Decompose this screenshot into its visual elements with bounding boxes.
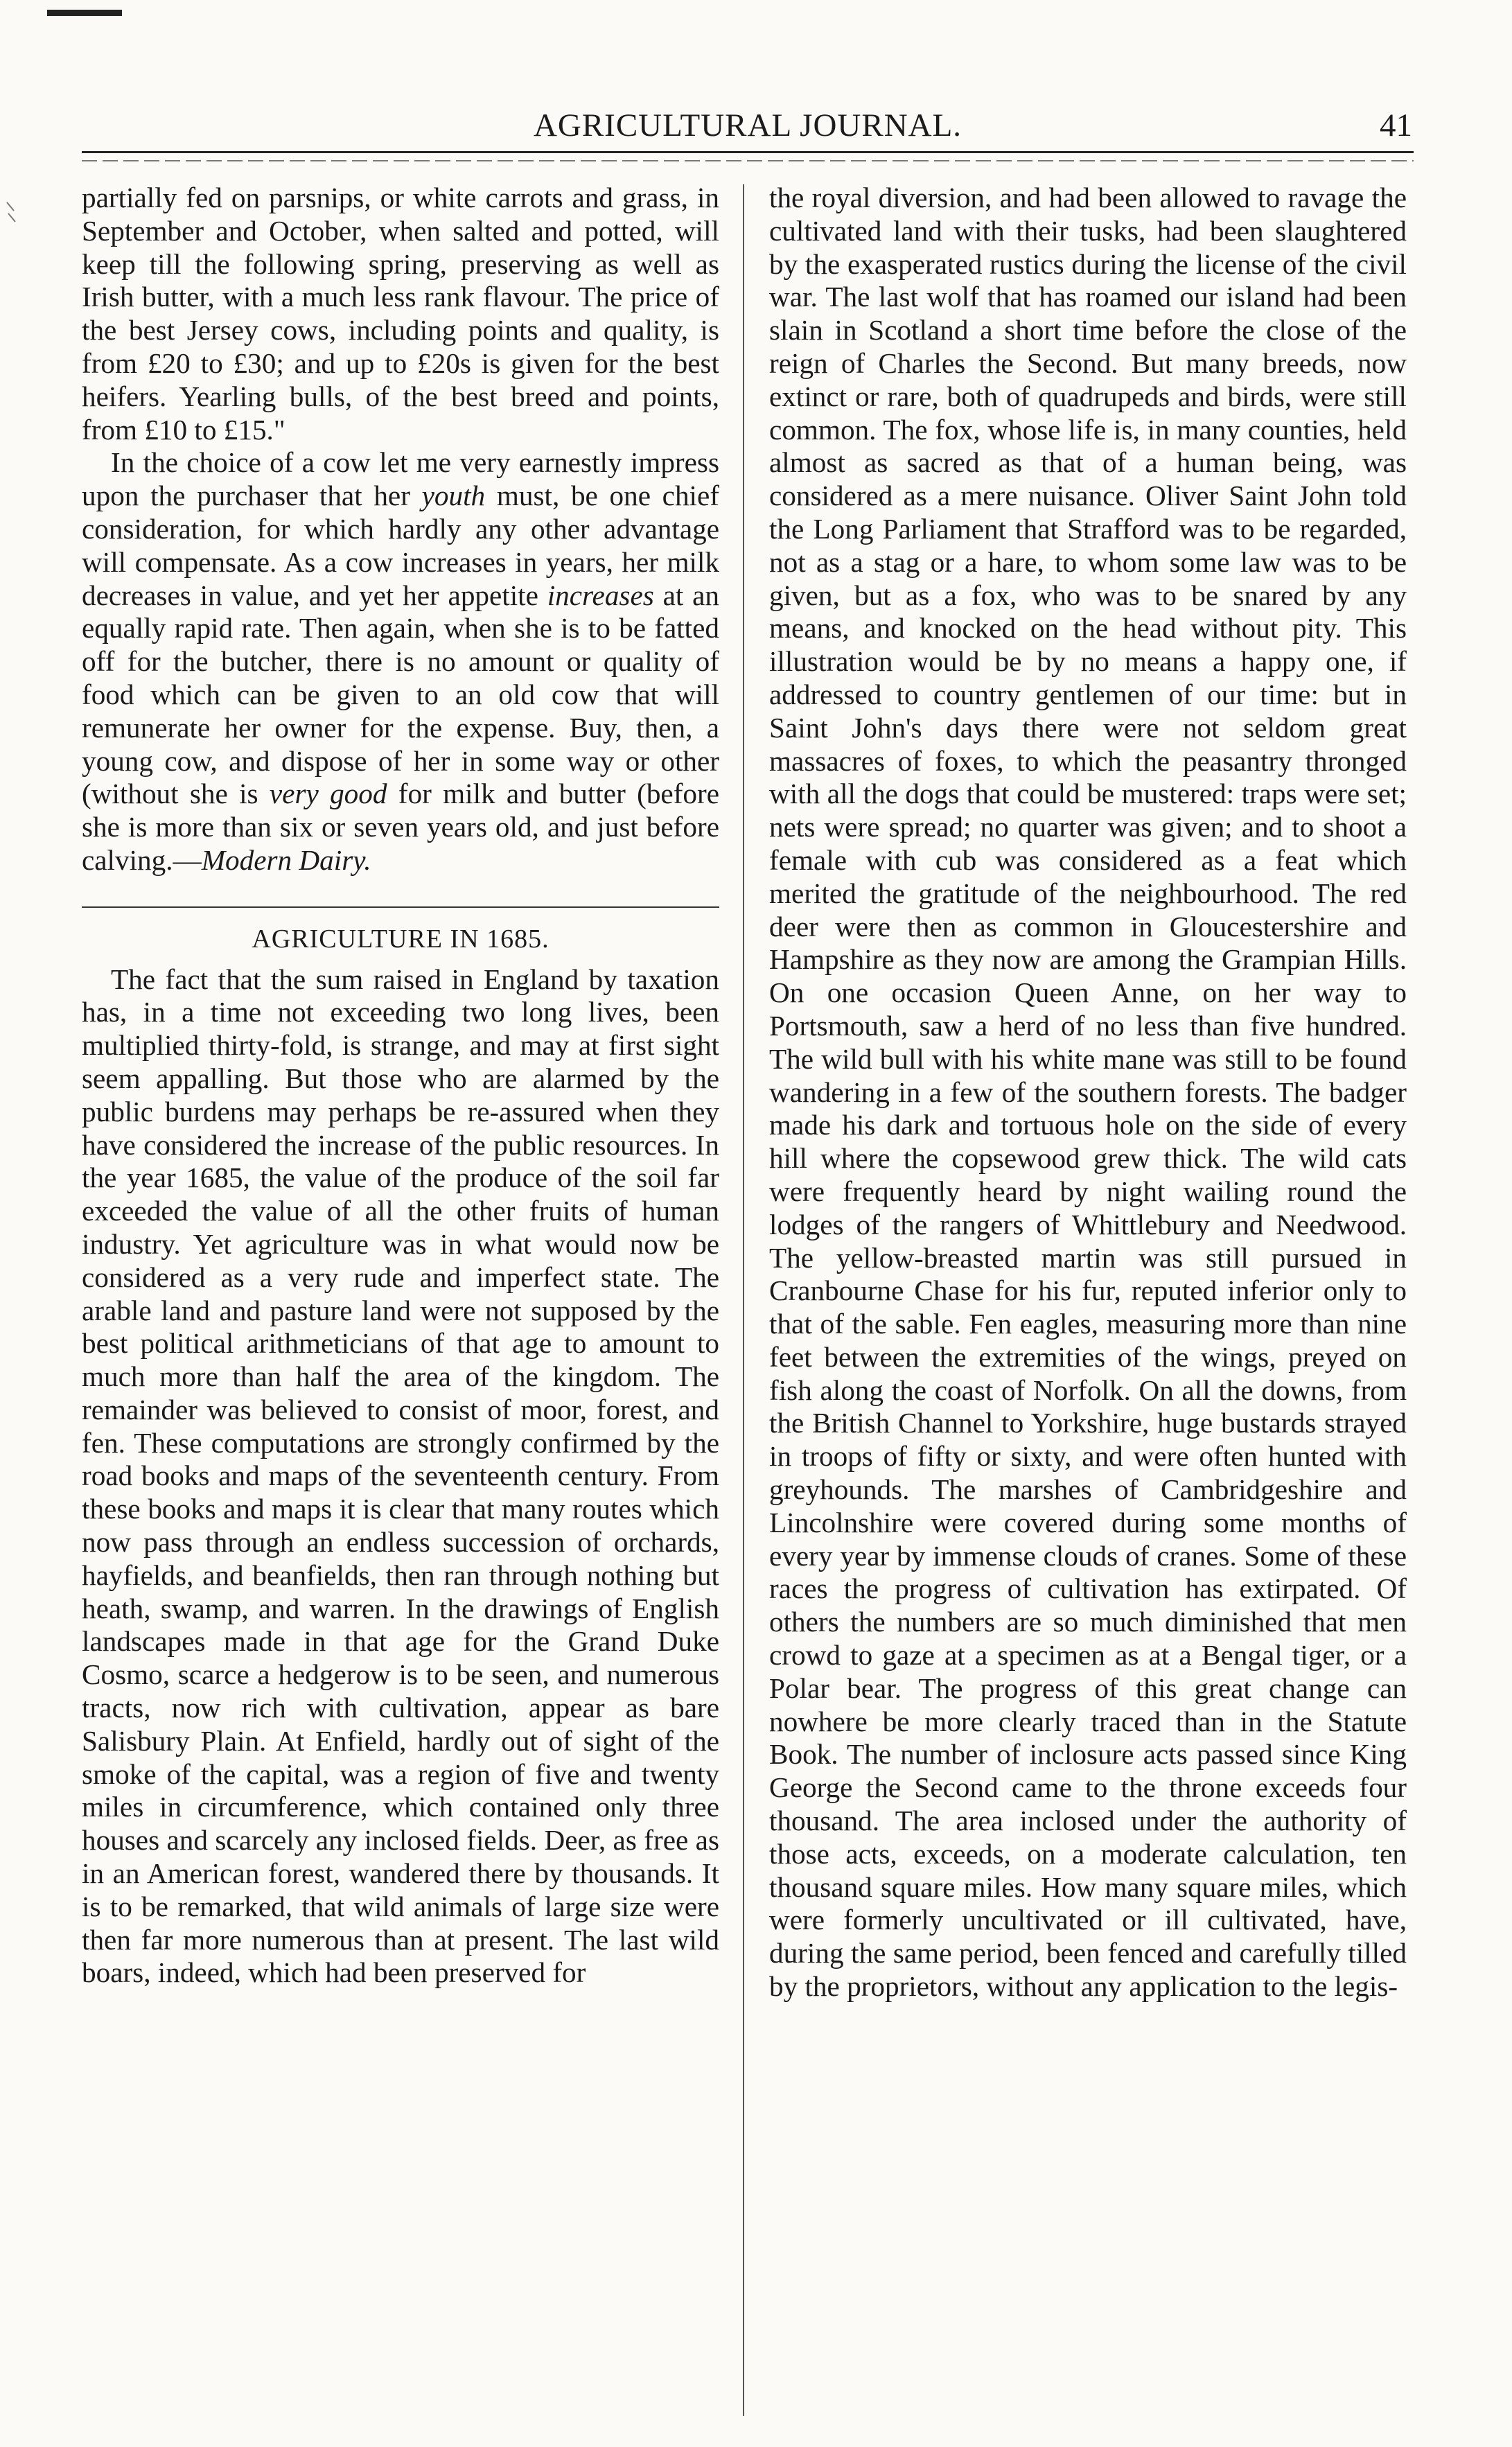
page-header	[82, 104, 1414, 153]
scan-edge-mark	[47, 10, 122, 16]
source-citation: Modern Dairy.	[201, 843, 371, 876]
article-body: The fact that the sum raised in England by taxation has, in a time not exceeding two long lives, been multiplied thirty-fold, is strange, and may at first sight seem appalling. But those who are alarmed by the public burdens may perhaps be re-assured when they have considered the increase of the public resources. In the year 1685, the value of the produce of the soil far exceeded the value of all the other fruits of human industry. Yet agriculture was in what would now be considered as a very rude and imperfect state. The arable land and pasture land were not supposed by the best political arithmeticians of that age to amount to much more than half the area of the kingdom. The remainder was believed to consist of moor, forest, and fen. These computations are strongly confirmed by the road books and maps of the seventeenth century. From these books and maps it is clear that many routes which now pass through an endless succession of orchards, hayfields, and beanfields, then ran through nothing but heath, swamp, and warren. In the drawings of English landscapes made in that age for the Grand Duke Cosmo, scarce a hedgerow is to be seen, and numerous tracts, now rich with cultivation, appear as bare Salisbury Plain. At Enfield, hardly out of sight of the smoke of the capital, was a region of five and twenty miles in circumference, which contained only three houses and scarcely any inclosed fields. Deer, as free as in an American forest, wandered there by thousands. It is to be remarked, that wild animals of large size were then far more numerous than at present. The last wild boars, indeed, which had been preserved for	[82, 963, 719, 1989]
text-run: for milk and butter (before she is more than six or seven years old, and just before calving.—	[82, 778, 719, 876]
text-run: In the choice of a cow let me very earnestly impress upon the purchaser that her	[82, 446, 719, 512]
emphasis-very-good: very good	[269, 778, 387, 810]
running-head: AGRICULTURAL JOURNAL.	[533, 107, 962, 143]
emphasis-increases: increases	[547, 579, 654, 611]
margin-tick-mark	[6, 201, 17, 226]
text-columns	[82, 182, 1414, 2419]
continued-paragraph: partially fed on parsnips, or white carrots and grass, in September and October, when salted and potted, will keep till the following spring, preserving as well as Irish butter, with a much less rank flavour. The price of the best Jersey cows, including points and quality, is from £20 to £30; and up to £20s is given for the best heifers. Yearling bulls, of the best breed and points, from £10 to £15."	[82, 182, 719, 446]
page-number: 41	[1380, 107, 1412, 143]
column-divider	[743, 184, 744, 2416]
text-run: at an equally rapid rate. Then again, when she is to be fatted off for the butcher, there is no amount or quality of food which can be given to an old cow that will remunerate her owner for the expense. Buy, then, a young cow, and dispose of her in some way or other (without she is	[82, 579, 719, 810]
cow-choice-paragraph	[82, 446, 719, 877]
journal-page	[82, 104, 1414, 2419]
section-divider	[82, 906, 719, 908]
header-rule	[82, 160, 1414, 161]
text-run: must, be one chief consideration, for which hardly any other advantage will compensate. As a cow increases in years, her milk decreases in value, and yet her appetite	[82, 480, 719, 611]
right-column	[769, 182, 1407, 2003]
article-title: AGRICULTURE IN 1685.	[252, 924, 550, 954]
emphasis-youth: youth	[421, 480, 486, 512]
left-column	[82, 182, 719, 1990]
article-continuation: the royal diversion, and had been allowed to ravage the cultivated land with their tusks, had been slaughtered by the exasperated rustics during the license of the civil war. The last wolf that has roamed our island had been slain in Scotland a short time before the close of the reign of Charles the Second. But many breeds, now extinct or rare, both of quadrupeds and birds, were still common. The fox, whose life is, in many counties, held almost as sacred as that of a human being, was considered as a mere nuisance. Oliver Saint John told the Long Parliament that Strafford was to be regarded, not as a stag or a hare, to whom some law was to be given, but as a fox, who was to be snared by any means, and knocked on the head without pity. This illustration would be by no means a happy one, if addressed to country gentlemen of our time: but in Saint John's days there were not seldom great massacres of foxes, to which the peasantry thronged with all the dogs that could be mustered: traps were set; nets were spread; no quarter was given; and to shoot a female with cub was considered as a feat which merited the gratitude of the neighbourhood. The red deer were then as common in Gloucestershire and Hampshire as they now are among the Grampian Hills. On one occasion Queen Anne, on her way to Portsmouth, saw a herd of no less than five hundred. The wild bull with his white mane was still to be found wandering in a few of the southern forests. The badger made his dark and tortuous hole on the side of every hill where the copsewood grew thick. The wild cats were frequently heard by night wailing round the lodges of the rangers of Whittlebury and Needwood. The yellow-breasted martin was still pursued in Cranbourne Chase for his fur, reputed inferior only to that of the sable. Fen eagles, measuring more than nine feet between the extremities of the wings, preyed on fish along the coast of Norfolk. On all the downs, from the British Channel to Yorkshire, huge bustards strayed in troops of fifty or sixty, and were often hunted with greyhounds. The marshes of Cambridgeshire and Lincolnshire were covered during some months of every year by immense clouds of cranes. Some of these races the progress of cultivation has extirpated. Of others the numbers are so much diminished that men crowd to gaze at a specimen as at a Bengal tiger, or a Polar bear. The progress of this great change can nowhere be more clearly traced than in the Statute Book. The number of inclosure acts passed since King George the Second came to the throne exceeds four thousand. The area inclosed under the authority of those acts, exceeds, on a moderate calculation, ten thousand square miles. How many square miles, which were formerly uncultivated or ill cultivated, have, during the same period, been fenced and carefully tilled by the proprietors, without any application to the legis-	[769, 182, 1407, 2003]
